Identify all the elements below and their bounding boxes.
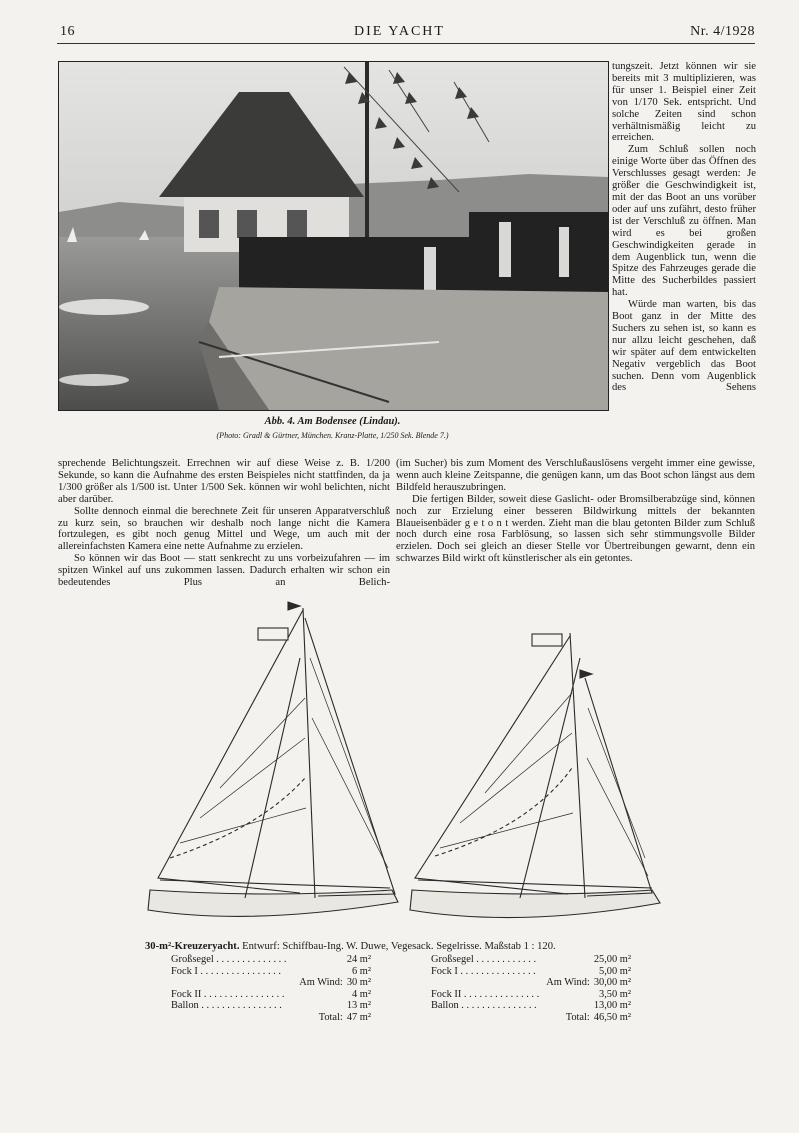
- spec-row: [171, 966, 371, 978]
- spec-value: 46,50 m²: [593, 1011, 631, 1023]
- spec-row: [431, 1000, 631, 1012]
- spec-label: Fock II . . . . . . . . . . . . . . . .: [171, 988, 285, 1000]
- photo-illustration: [59, 62, 608, 410]
- harbor-photo: [58, 61, 609, 411]
- paragraph: Würde man warten, bis das Boot ganz in der Mitte des Suchers zu sehen ist, so kann es nur allzu leicht geschehen, daß wir später auf dem entwickelten Negativ vergeblich das Boot suchen. Denn vom Augenblick des Sehens: [612, 299, 756, 394]
- boat-two-sail-plan: [410, 633, 660, 918]
- spec-row: [171, 977, 371, 989]
- spec-value: 6 m²: [352, 965, 371, 977]
- spec-value: 3,50 m²: [599, 988, 631, 1000]
- spec-label: Großsegel . . . . . . . . . . . . . .: [171, 954, 287, 965]
- spec-value: 30,00 m²: [593, 977, 631, 989]
- caption-text: Entwurf: Schiffbau-Ing. W. Duwe, Vegesack. Segelrisse. Maßstab 1 : 120.: [242, 941, 556, 952]
- spec-label: Fock I . . . . . . . . . . . . . . . .: [171, 965, 281, 977]
- spec-value: 4 m²: [352, 988, 371, 1000]
- boat-one-sail-plan: [148, 602, 398, 916]
- sail-plan-caption: [145, 941, 745, 952]
- spec-value: 5,00 m²: [599, 965, 631, 977]
- paragraph: So können wir das Boot — statt senkrecht zu uns vorbeizufahren — im spitzen Winkel auf uns zukommen lassen. Dadurch erhalten wir schon ein bedeutendes Plus an Belich-: [58, 553, 390, 589]
- right-column-text: [612, 61, 756, 394]
- spec-row: [431, 966, 631, 978]
- middle-column-text: [396, 458, 755, 565]
- right-boat-specs: [431, 954, 631, 1024]
- spec-value: 13 m²: [346, 1000, 371, 1012]
- spec-value: 24 m²: [346, 954, 371, 965]
- spec-label: Am Wind:: [299, 977, 343, 989]
- figure-caption: Abb. 4. Am Bodensee (Lindau).: [264, 416, 401, 427]
- spec-label: Ballon . . . . . . . . . . . . . . .: [431, 1000, 537, 1012]
- journal-title: DIE YACHT: [354, 24, 445, 39]
- spec-value: 25,00 m²: [593, 954, 631, 965]
- figure-credit: (Photo: Gradl & Gürtner, München. Kranz-Platte, 1/250 Sek. Blende 7.): [216, 431, 449, 440]
- spec-label: Am Wind:: [546, 977, 590, 989]
- spec-row: [171, 1012, 371, 1024]
- header-rule: [57, 43, 755, 44]
- spec-label: Fock II . . . . . . . . . . . . . . .: [431, 988, 540, 1000]
- spec-value: 47 m²: [346, 1011, 371, 1023]
- paragraph: sprechende Belichtungszeit. Errechnen wir auf diese Weise z. B. 1/200 Sekunde, so kann die Aufnahme des ersten Beispieles nicht stattfinden, da ja 1/300 größer als 1/500 ist. Unter 1/500 Sek. können wir wohl belichten, nicht aber darüber.: [58, 458, 390, 505]
- paragraph: Zum Schluß sollen noch einige Worte über das Öffnen des Verschlusses gesagt werden: Je größer die Geschwindigkeit ist, mit der das Boot an uns vorüber oder auf uns zufährt, desto früher ist der Verschluß zu öffnen. Man wird es bei großen Geschwindigkeiten gerade in dem Augenblick tun, wenn die Spitze des Fahrzeuges gerade die Mitte des Sucherbildes passiert hat.: [612, 144, 756, 299]
- spec-label: Fock I . . . . . . . . . . . . . . .: [431, 965, 536, 977]
- paragraph: Die fertigen Bilder, soweit diese Gaslicht- oder Bromsilberabzüge sind, können noch zur Erzielung einer besseren Bildwirkung mittels der bekannten Blaueisenbäder g e t o n t werden. Zieht man die blau getonten Bilder zum Schluß noch durch eine rosa Farblösung, so lassen sich sehr stimmungsvolle Bilder erzielen. Doch sei gleich an dieser Stelle vor Übertreibungen gewarnt, denn ein schwarzes Bild wirkt oft künstlerischer als ein getontes.: [396, 493, 755, 565]
- sail-plan-drawing: [140, 598, 670, 934]
- caption-title: 30-m²-Kreuzeryacht.: [145, 941, 240, 952]
- spec-row: [171, 954, 371, 966]
- sail-plans-svg: [140, 598, 670, 934]
- spec-label: Total:: [318, 1011, 343, 1023]
- spec-label: Großsegel . . . . . . . . . . . .: [431, 954, 537, 965]
- spec-row: [431, 1012, 631, 1024]
- left-column-text: [58, 458, 390, 589]
- spec-row: [431, 977, 631, 989]
- page-number: 16: [60, 24, 75, 39]
- left-boat-specs: [171, 954, 371, 1024]
- spec-value: 13,00 m²: [593, 1000, 631, 1012]
- spec-value: 30 m²: [346, 977, 371, 989]
- spec-row: [431, 954, 631, 966]
- spec-label: Ballon . . . . . . . . . . . . . . . .: [171, 1000, 282, 1012]
- paragraph: (im Sucher) bis zum Moment des Verschlußauslösens vergeht immer eine gewisse, wenn auch kleine Zeitspanne, die genügen kann, um das Boot schon längst aus dem Bildfeld herauszubringen.: [396, 458, 755, 493]
- paragraph: tungszeit. Jetzt können wir sie bereits mit 3 multiplizieren, was für unser 1. Beispiel einer Zeit von 1/170 Sek. entspricht. Und solche Zeiten sind schon verhältnismäßig leicht zu erreichen.: [612, 61, 756, 144]
- spec-row: [171, 989, 371, 1001]
- issue-number: Nr. 4/1928: [690, 24, 755, 39]
- spec-row: [431, 989, 631, 1001]
- spec-row: [171, 1000, 371, 1012]
- paragraph: Sollte dennoch einmal die berechnete Zeit für unseren Apparatverschluß zu kurz sein, so brauchen wir deshalb noch lange nicht die Kamera fortzulegen, es gibt noch genug Mittel und Wege, um auch mit der allereinfachsten Kamera eine nette Aufnahme zu erzielen.: [58, 505, 390, 553]
- spec-label: Total:: [565, 1011, 590, 1023]
